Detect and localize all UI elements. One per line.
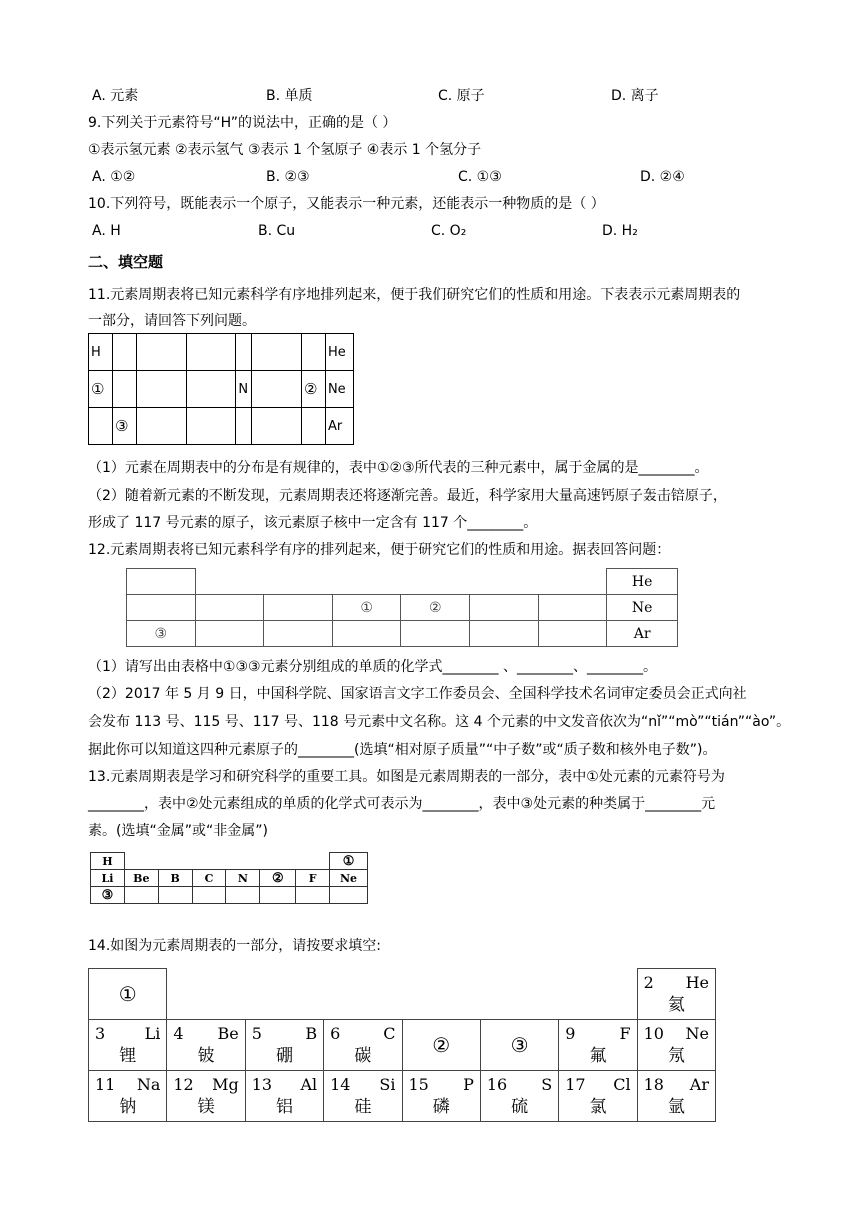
element-number: 9: [565, 1024, 576, 1043]
table-cell: [112, 334, 136, 371]
element-number: 15: [408, 1075, 429, 1094]
table-cell: [480, 1071, 558, 1122]
q12-sub1: （1）请写出由表格中①③③元素分别组成的单质的化学式________ 、________、________。: [88, 659, 658, 675]
element-number: 10: [643, 1024, 664, 1043]
table-row: [89, 408, 354, 445]
q12-periodic-table: [126, 568, 678, 647]
table-row: [89, 969, 716, 1020]
table-cell: ③: [112, 408, 136, 445]
table-row: [127, 621, 678, 647]
table-cell: [296, 887, 330, 904]
table-cell: [195, 595, 264, 621]
table-cell: [136, 408, 186, 445]
element-symbol: B: [305, 1024, 318, 1043]
table-cell: [538, 621, 607, 647]
element-name: 氖: [667, 1046, 685, 1066]
table-cell: [302, 334, 326, 371]
table-cell: Ar: [607, 621, 678, 647]
table-cell: [330, 887, 368, 904]
table-cell: [559, 1020, 637, 1071]
table-cell: [89, 1071, 167, 1122]
table-cell: [124, 887, 158, 904]
table-cell: [158, 887, 192, 904]
element-symbol: Cl: [613, 1075, 631, 1094]
element-name: 碳: [354, 1046, 372, 1066]
q8-option-a: A. 元素: [92, 88, 139, 104]
table-cell: [324, 1020, 402, 1071]
q11-periodic-table: [88, 333, 354, 445]
table-cell: [226, 887, 260, 904]
table-cell: Ne: [607, 595, 678, 621]
table-cell: [236, 408, 252, 445]
q11-stem-line2: 一部分，请回答下列问题。: [88, 313, 256, 329]
table-cell: [158, 853, 192, 870]
q12-sub2-line3: 据此你可以知道这四种元素原子的________(选填“相对原子质量”“中子数”或“质子数和核外电子数”)。: [88, 742, 717, 758]
element-symbol: Ne: [685, 1024, 709, 1043]
q12-sub2-line2: 会发布 113 号、115 号、117 号、118 号元素中文名称。这 4 个元素的中文发音依次为“nǐ”“mò”“tián”“ào”。: [88, 714, 791, 730]
q9-option-b: B. ②③: [266, 169, 310, 185]
q10-option-b: B. Cu: [258, 223, 296, 239]
table-cell: F: [296, 870, 330, 887]
table-row: [127, 595, 678, 621]
element-number: 6: [330, 1024, 341, 1043]
table-cell: [332, 621, 401, 647]
element-symbol: F: [619, 1024, 631, 1043]
table-cell: N: [236, 371, 252, 408]
table-cell: [127, 569, 196, 595]
table-cell: ②: [302, 371, 326, 408]
table-cell: ③: [127, 621, 196, 647]
table-row: [89, 1020, 716, 1071]
table-cell: ①: [89, 371, 113, 408]
element-symbol: He: [685, 973, 709, 992]
table-cell: [167, 1071, 245, 1122]
element-symbol: C: [383, 1024, 396, 1043]
q11-stem-line1: 11.元素周期表将已知元素科学有序地排列起来，便于我们研究它们的性质和用途。下表表示元素周期表的: [88, 287, 741, 303]
element-symbol: Ar: [689, 1075, 709, 1094]
table-row: [91, 853, 368, 870]
table-cell: H: [91, 853, 125, 870]
table-cell: [195, 569, 264, 595]
element-number: 4: [173, 1024, 184, 1043]
table-cell: [167, 1020, 245, 1071]
table-cell: [260, 853, 296, 870]
q10-stem: 10.下列符号，既能表示一个原子，又能表示一种元素，还能表示一种物质的是（ ）: [88, 196, 605, 212]
q9-stem: 9.下列关于元素符号“H”的说法中，正确的是（ ）: [88, 115, 397, 131]
table-cell: C: [192, 870, 226, 887]
table-cell: [136, 334, 186, 371]
table-cell: [252, 334, 302, 371]
element-symbol: Al: [300, 1075, 318, 1094]
q11-sub2-line2: 形成了 117 号元素的原子，该元素原子核中一定含有 117 个________。: [88, 515, 538, 531]
table-cell: N: [226, 870, 260, 887]
element-symbol: Li: [144, 1024, 161, 1043]
element-number: 18: [643, 1075, 664, 1094]
q11-sub2-line1: （2）随着新元素的不断发现，元素周期表还将逐渐完善。最近，科学家用大量高速钙原子轰击锫原子，: [88, 488, 727, 504]
table-cell: [260, 887, 296, 904]
q8-option-d: D. 离子: [611, 88, 659, 104]
q10-option-c: C. O₂: [431, 223, 467, 239]
q8-option-c: C. 原子: [438, 88, 485, 104]
q10-option-d: D. H₂: [602, 223, 638, 239]
table-cell: [252, 371, 302, 408]
table-cell: B: [158, 870, 192, 887]
table-cell: [402, 1071, 480, 1122]
element-name: 氯: [589, 1097, 607, 1117]
table-cell: ③: [91, 887, 125, 904]
table-cell: [470, 621, 539, 647]
q11-sub1: （1）元素在周期表中的分布是有规律的，表中①②③所代表的三种元素中，属于金属的是________。: [88, 460, 709, 476]
table-cell: [559, 1071, 637, 1122]
table-cell: [245, 1071, 323, 1122]
q14-stem: 14.如图为元素周期表的一部分，请按要求填空:: [88, 938, 381, 954]
table-cell: [538, 595, 607, 621]
table-cell: [195, 621, 264, 647]
table-row: [91, 887, 368, 904]
element-name: 锂: [119, 1046, 137, 1066]
table-cell: [127, 595, 196, 621]
table-cell: [252, 408, 302, 445]
table-cell: [186, 334, 236, 371]
table-cell: [470, 595, 539, 621]
q10-option-a: A. H: [92, 223, 121, 239]
table-row: [91, 870, 368, 887]
table-cell: [89, 969, 167, 1020]
element-name: 钠: [119, 1097, 137, 1117]
circle-1-label: ①: [118, 982, 137, 1006]
element-symbol: Si: [379, 1075, 396, 1094]
table-cell: [401, 621, 470, 647]
table-cell: [637, 1071, 715, 1122]
table-cell: [226, 853, 260, 870]
element-name: 磷: [432, 1097, 450, 1117]
table-cell: [637, 969, 715, 1020]
element-name: 氟: [589, 1046, 607, 1066]
table-gap: [167, 969, 637, 1020]
q9-option-a: A. ①②: [92, 169, 136, 185]
circle-3-label: ③: [510, 1033, 529, 1057]
element-number: 14: [330, 1075, 351, 1094]
table-row: [127, 569, 678, 595]
q13-stem-line3: 素。(选填“金属”或“非金属”): [88, 823, 268, 839]
element-name: 铍: [197, 1046, 215, 1066]
table-row: [89, 371, 354, 408]
element-number: 5: [251, 1024, 262, 1043]
table-cell: He: [607, 569, 678, 595]
table-cell: [186, 371, 236, 408]
q9-statements: ①表示氢元素 ②表示氢气 ③表示 1 个氢原子 ④表示 1 个氢分子: [88, 142, 482, 158]
table-row: [89, 1071, 716, 1122]
table-cell: [124, 853, 158, 870]
element-name: 硫: [511, 1097, 529, 1117]
q9-option-c: C. ①③: [458, 169, 502, 185]
table-cell: [324, 1071, 402, 1122]
table-cell: Ar: [325, 408, 353, 445]
element-symbol: Mg: [212, 1075, 239, 1094]
table-cell: [296, 853, 330, 870]
table-cell: [264, 621, 333, 647]
table-row: [89, 334, 354, 371]
table-cell: H: [89, 334, 113, 371]
element-symbol: S: [541, 1075, 553, 1094]
element-number: 16: [486, 1075, 508, 1094]
q13-stem-line2: ________，表中②处元素组成的单质的化学式可表示为________，表中③处元素的种类属于________元: [88, 796, 716, 812]
table-cell: [332, 569, 401, 595]
table-cell: [637, 1020, 715, 1071]
section-heading: 二、填空题: [88, 253, 164, 271]
table-cell: [470, 569, 539, 595]
element-name: 铝: [275, 1097, 293, 1117]
element-number: 11: [95, 1075, 116, 1094]
element-symbol: Na: [136, 1075, 161, 1094]
q13-stem-line1: 13.元素周期表是学习和研究科学的重要工具。如图是元素周期表的一部分，表中①处元素的元素符号为: [88, 769, 725, 785]
element-number: 17: [565, 1075, 586, 1094]
table-cell: [264, 595, 333, 621]
element-symbol: Be: [217, 1024, 239, 1043]
table-cell: [192, 853, 226, 870]
table-cell: [112, 371, 136, 408]
table-cell: [89, 408, 113, 445]
table-cell: [192, 887, 226, 904]
element-number: 13: [251, 1075, 273, 1094]
q13-periodic-table: [90, 852, 368, 904]
q8-option-b: B. 单质: [266, 88, 313, 104]
table-cell: [236, 334, 252, 371]
table-cell: [89, 1020, 167, 1071]
element-name: 氩: [667, 1097, 685, 1117]
table-cell: [480, 1020, 558, 1071]
table-cell: Li: [91, 870, 125, 887]
element-number: 12: [173, 1075, 194, 1094]
element-name: 镁: [197, 1097, 215, 1117]
table-cell: [401, 569, 470, 595]
table-cell: [136, 371, 186, 408]
table-cell: [302, 408, 326, 445]
table-cell: [186, 408, 236, 445]
element-number: 2: [643, 973, 654, 992]
q12-sub2-line1: （2）2017 年 5 月 9 日，中国科学院、国家语言文字工作委员会、全国科学技术名词审定委员会正式向社: [88, 686, 747, 702]
table-cell: Ne: [330, 870, 368, 887]
q9-option-d: D. ②④: [640, 169, 685, 185]
table-cell: ②: [401, 595, 470, 621]
table-cell: ①: [330, 853, 368, 870]
table-cell: ②: [260, 870, 296, 887]
element-name: 硅: [354, 1097, 372, 1117]
q10-options: [92, 221, 792, 241]
table-cell: Ne: [325, 371, 353, 408]
table-cell: [264, 569, 333, 595]
element-number: 3: [95, 1024, 106, 1043]
table-cell: ①: [332, 595, 401, 621]
element-name: 硼: [275, 1046, 293, 1066]
element-symbol: P: [463, 1075, 474, 1094]
q14-periodic-table: [88, 968, 716, 1122]
q9-options: [92, 167, 792, 187]
table-cell: He: [325, 334, 353, 371]
table-cell: [538, 569, 607, 595]
circle-2-label: ②: [432, 1033, 451, 1057]
element-name: 氦: [667, 995, 685, 1015]
table-cell: [402, 1020, 480, 1071]
q8-options: [92, 86, 792, 106]
table-cell: Be: [124, 870, 158, 887]
q12-stem: 12.元素周期表将已知元素科学有序的排列起来，便于研究它们的性质和用途。据表回答问题：: [88, 542, 671, 558]
table-cell: [245, 1020, 323, 1071]
